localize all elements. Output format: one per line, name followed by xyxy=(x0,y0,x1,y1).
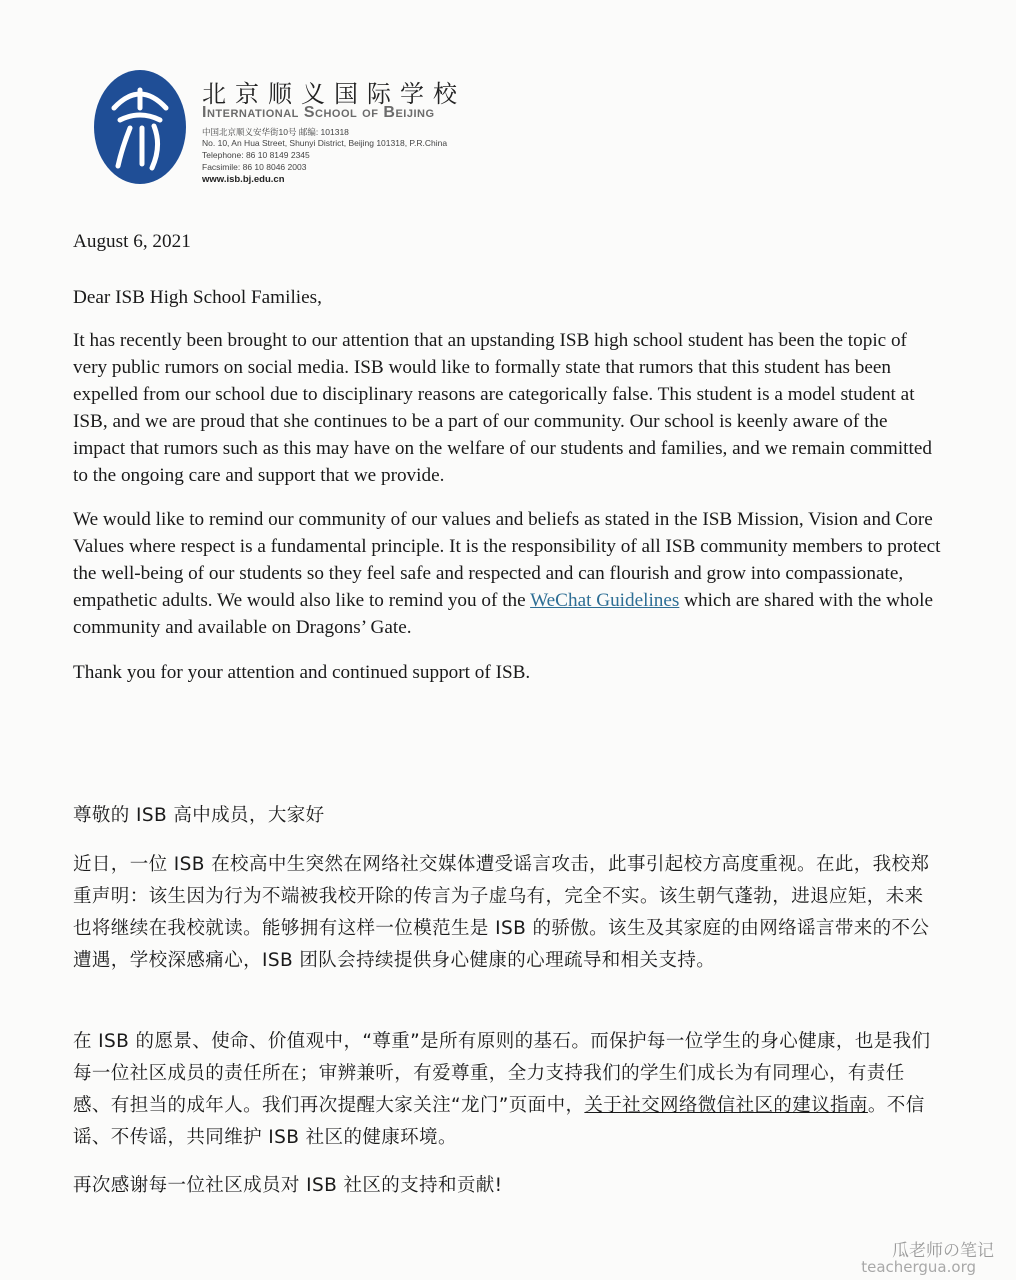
paragraph-2-chinese-tail: 。不信谣、不传谣，共同维护 ISB 社区的健康环境。 xyxy=(73,1095,925,1148)
letterhead xyxy=(92,68,532,188)
paragraph-2-english-tail: which are shared with the whole community and available on Dragons’ Gate. xyxy=(73,590,933,638)
paragraph-1-chinese: 近日，一位 ISB 在校高中生突然在网络社交媒体遭受谣言攻击，此事引起校方高度重视。在此，我校郑重声明：该生因为行为不端被我校开除的传言为子虚乌有，完全不实。该生朝气蓬勃，进退应矩，未来也将继续在我校就读。能够拥有这样一位模范生是 ISB 的骄傲。该生及其家庭的由网络谣言带来的不公遭遇，学校深感痛心，ISB 团队会持续提供身心健康的心理疏导和相关支持。 xyxy=(73,854,930,971)
wechat-guidelines-link-chinese[interactable]: 关于社交网络微信社区的建议指南 xyxy=(584,1095,868,1116)
greeting-chinese: 尊敬的 ISB 高中成员，大家好 xyxy=(73,805,325,826)
facsimile: Facsimile: 86 10 8046 2003 xyxy=(202,162,307,172)
paragraph-2-chinese xyxy=(73,1026,941,1154)
wechat-guidelines-link[interactable]: WeChat Guidelines xyxy=(530,590,680,611)
telephone: Telephone: 86 10 8149 2345 xyxy=(202,150,310,160)
school-name-chinese: 北京顺义国际学校 xyxy=(202,80,466,108)
address-chinese: 中国北京顺义安华街10号 邮编: 101318 xyxy=(202,127,349,137)
paragraph-2-chinese-text: 在 ISB 的愿景、使命、价值观中，“尊重”是所有原则的基石。而保护每一位学生的身心健康，也是我们每一位社区成员的责任所在；审辨兼听，有爱尊重，全力支持我们的学生们成长为有同理心，有责任感、有担当的成年人。我们再次提醒大家关注“龙门”页面中， xyxy=(73,1031,931,1116)
school-name-english: International School of Beijing xyxy=(202,104,435,121)
paragraph-1-english: It has recently been brought to our attention that an upstanding ISB high school student has been the topic of very public rumors on social media. ISB would like to formally state that rumors that this student has been expelled from our school due to disciplinary reasons are categorically false. This student is a model student at ISB, and we are proud that she continues to be a part of our community. Our school is keenly aware of the impact that rumors such as this may have on the welfare of our students and families, and we remain committed to the ongoing care and support that we provide. xyxy=(73,330,932,486)
watermark-name: 瓜老师の笔记 xyxy=(892,1241,994,1261)
isb-logo xyxy=(92,68,188,186)
letter-date: August 6, 2021 xyxy=(73,231,191,252)
greeting-english: Dear ISB High School Families, xyxy=(73,287,322,308)
watermark-site: teachergua.org xyxy=(861,1258,976,1276)
address-english: No. 10, An Hua Street, Shunyi District, Beijing 101318, P.R.China xyxy=(202,138,448,148)
closing-chinese: 再次感谢每一位社区成员对 ISB 社区的支持和贡献! xyxy=(73,1175,503,1196)
website: www.isb.bj.edu.cn xyxy=(202,174,285,185)
closing-english: Thank you for your attention and continued support of ISB. xyxy=(73,662,531,683)
paragraph-2-english-text: We would like to remind our community of our values and beliefs as stated in the ISB Mission, Vision and Core Values where respect is a fundamental principle. It is the responsibility of all ISB community members to protect the well-being of our students so they feel safe and respected and can flourish and grow into compassionate, empathetic adults. We would also like to remind you of the xyxy=(73,509,941,611)
paragraph-2-english xyxy=(73,506,943,641)
